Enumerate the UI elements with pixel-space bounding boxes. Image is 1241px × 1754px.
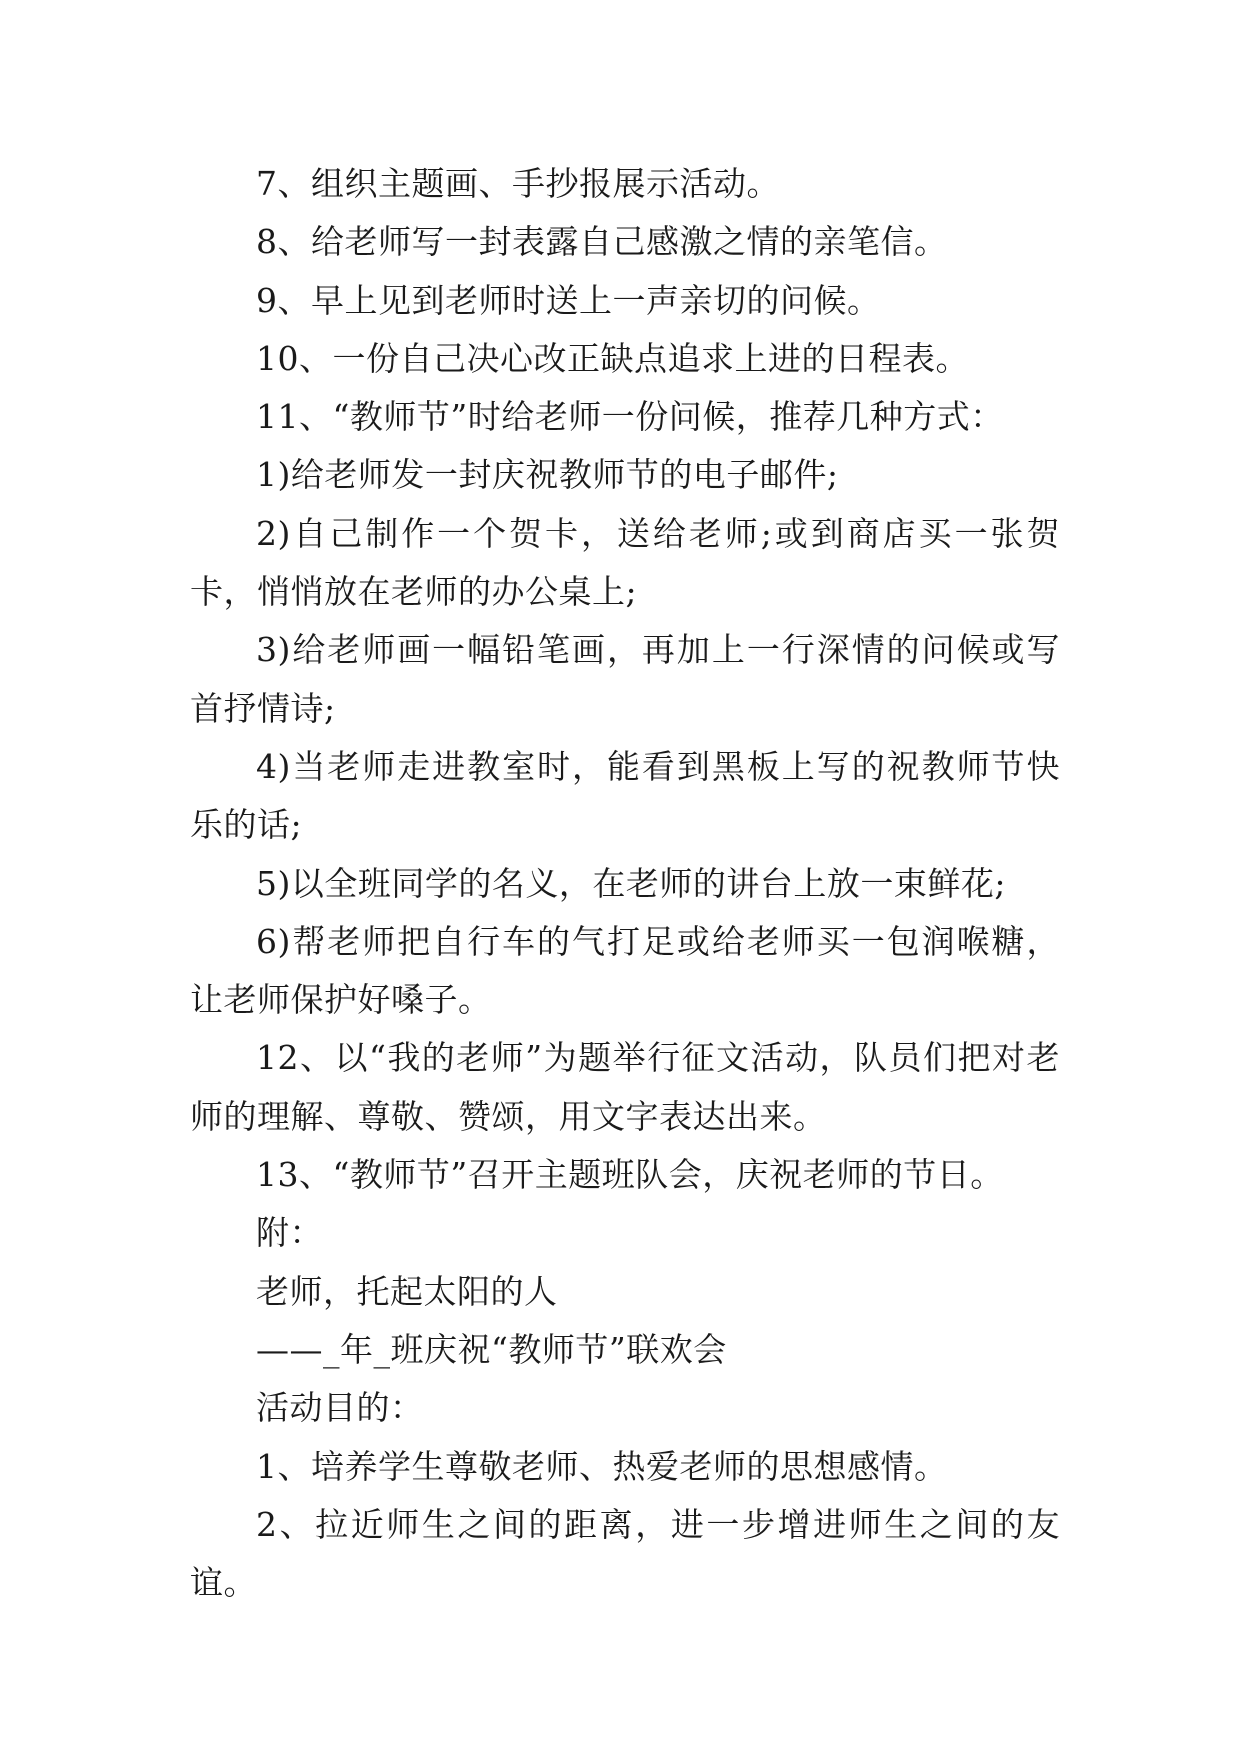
paragraph: 9、早上见到老师时送上一声亲切的问候。 (256, 280, 881, 320)
paragraph: 3)给老师画一幅铅笔画，再加上一行深情的问候或写首抒情诗; (190, 630, 1060, 728)
document-body (190, 155, 1060, 1612)
paragraph: 6)帮老师把自行车的气打足或给老师买一包润喉糖，让老师保护好嗓子。 (190, 921, 1060, 1020)
paragraph: ——_年_班庆祝“教师节”联欢会 (256, 1329, 727, 1369)
paragraph: 附： (256, 1213, 323, 1253)
paragraph: 5)以全班同学的名义，在老师的讲台上放一束鲜花; (256, 863, 1006, 903)
paragraph: 1)给老师发一封庆祝教师节的电子邮件; (256, 455, 839, 495)
paragraph: 活动目的： (256, 1388, 424, 1428)
paragraph: 4)当老师走进教室时，能看到黑板上写的祝教师节快乐的话; (190, 746, 1060, 845)
paragraph: 10、一份自己决心改正缺点追求上进的日程表。 (256, 338, 969, 378)
paragraph: 12、以“我的老师”为题举行征文活动，队员们把对老师的理解、尊敬、赞颂，用文字表达出来。 (190, 1038, 1060, 1136)
paragraph: 1、培养学生尊敬老师、热爱老师的思想感情。 (256, 1446, 948, 1486)
paragraph: 7、组织主题画、手抄报展示活动。 (256, 164, 780, 203)
paragraph: 13、“教师节”召开主题班队会，庆祝老师的节日。 (256, 1155, 1004, 1195)
paragraph: 2、拉近师生之间的距离，进一步增进师生之间的友谊。 (190, 1504, 1060, 1603)
paragraph: 8、给老师写一封表露自己感激之情的亲笔信。 (256, 222, 948, 262)
paragraph: 2)自己制作一个贺卡，送给老师;或到商店买一张贺卡，悄悄放在老师的办公桌上; (190, 513, 1060, 612)
paragraph: 11、“教师节”时给老师一份问候，推荐几种方式： (256, 397, 1004, 437)
paragraph: 老师，托起太阳的人 (256, 1271, 558, 1311)
